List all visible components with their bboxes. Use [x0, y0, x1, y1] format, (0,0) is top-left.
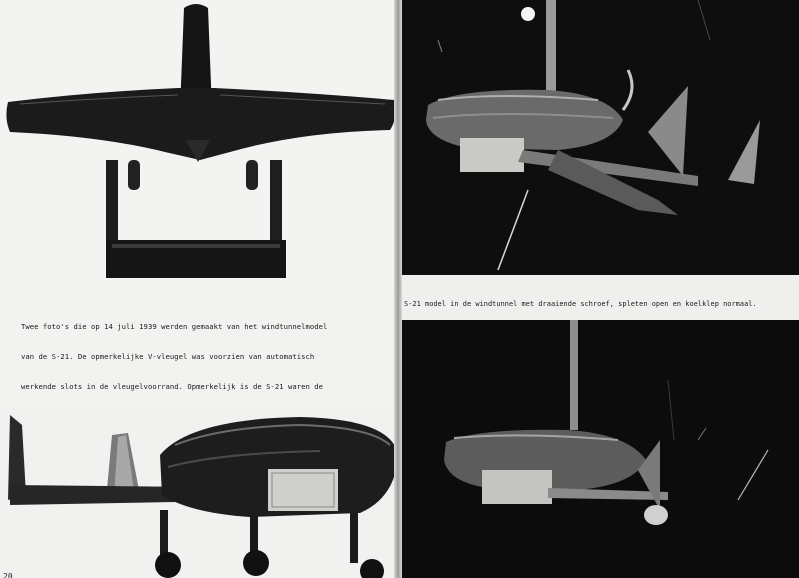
book-gutter: [394, 0, 402, 578]
wind-tunnel-photo-bottom: [398, 320, 799, 578]
side-view-photo: [0, 405, 398, 578]
left-caption-line-3: werkende slots in de vleugelvoorrand. Opmerkelijk is de S-21 waren de: [21, 382, 324, 391]
wing-planform-photo: [0, 0, 398, 290]
left-page: [0, 0, 398, 578]
right-caption-line-1: S-21 model in de windtunnel met draaiende schroef, spleten open en koelklep normaal.: [404, 300, 757, 309]
left-caption-line-1: Twee foto's die op 14 juli 1939 werden gemaakt van het windtunnelmodel: [21, 322, 328, 331]
right-page: [398, 0, 799, 578]
page-number: 20: [3, 572, 13, 578]
left-caption-line-2: van de S-21. De opmerkelijke V-vleugel was voorzien van automatisch: [21, 352, 315, 361]
wind-tunnel-photo-top: [398, 0, 799, 275]
